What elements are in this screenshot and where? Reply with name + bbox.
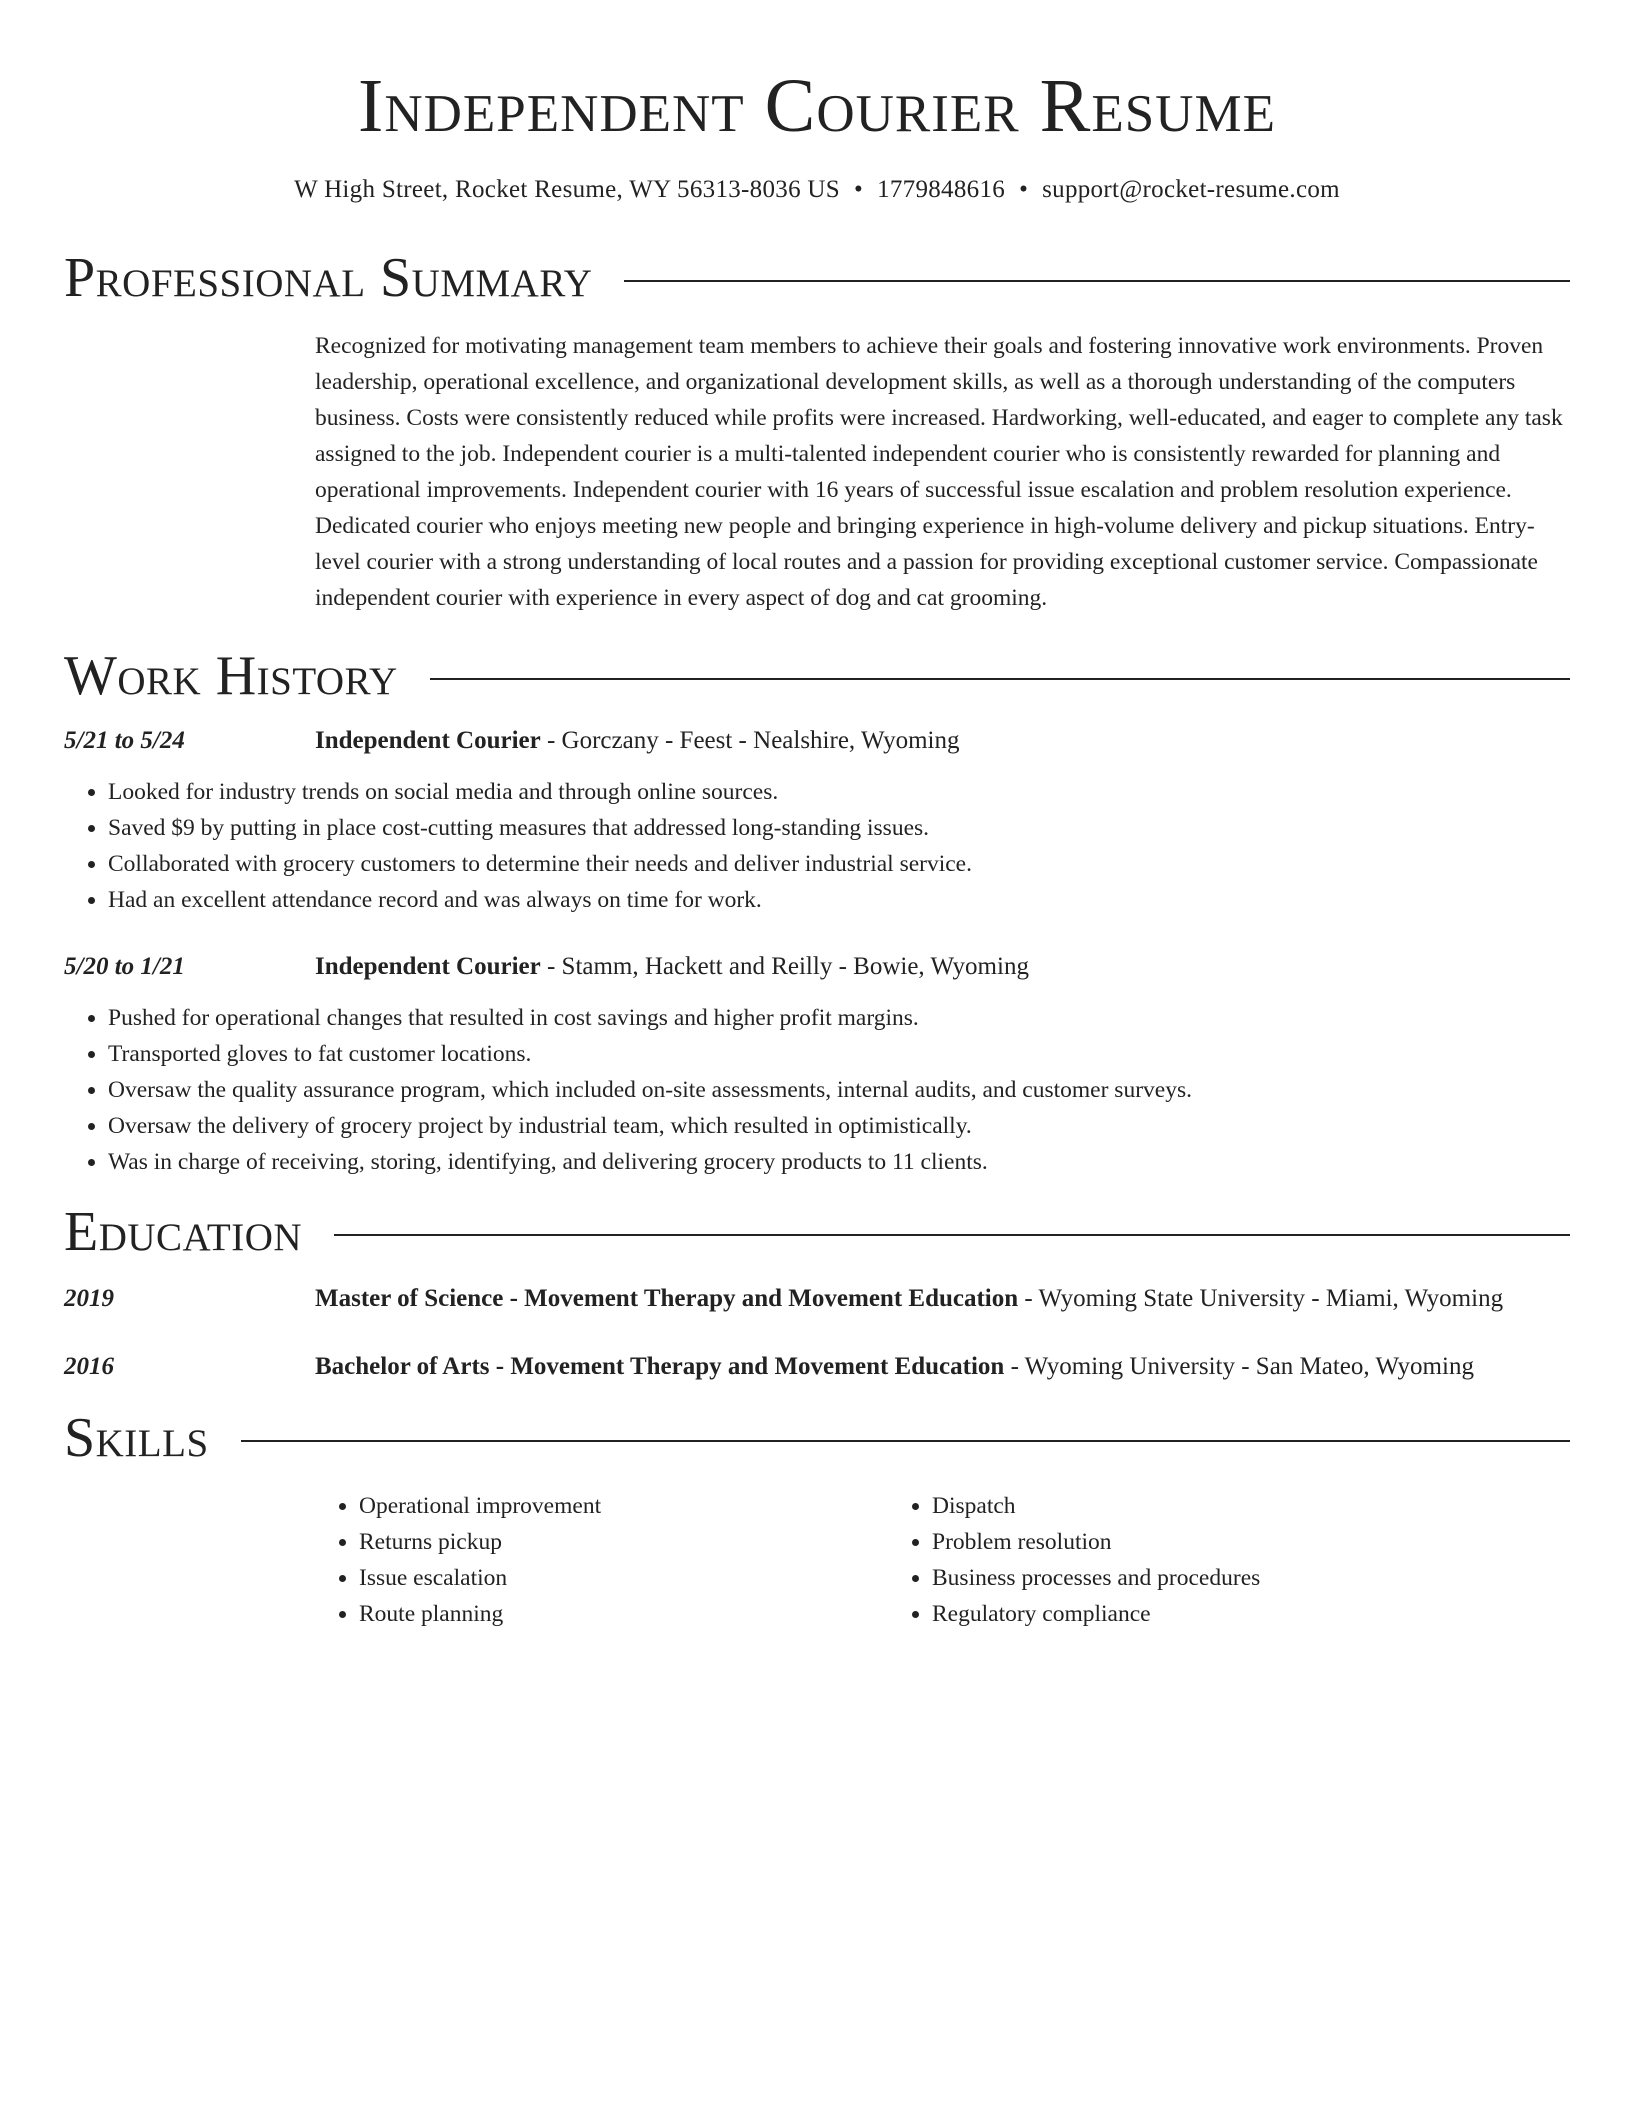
section-divider: [430, 678, 1570, 680]
education-details: - Wyoming State University - Miami, Wyoming: [1018, 1285, 1504, 1312]
skills-column-left: [315, 1488, 888, 1632]
job-bullets: [64, 1000, 1570, 1180]
job-bullet: • Oversaw the delivery of grocery project by industrial team, which resulted in optimistically.: [108, 1108, 1570, 1144]
skill-item: • Business processes and procedures: [932, 1560, 1461, 1596]
education-details-line: [315, 1348, 1570, 1386]
job-bullet: • Transported gloves to fat customer locations.: [108, 1036, 1570, 1072]
job-details: - Stamm, Hackett and Reilly - Bowie, Wyoming: [540, 953, 1029, 980]
education-details: - Wyoming University - San Mateo, Wyoming: [1004, 1353, 1474, 1380]
job-entry: [64, 722, 1570, 918]
summary-section-header: [64, 246, 1570, 310]
skill-item: • Dispatch: [932, 1488, 1461, 1524]
job-title: Independent Courier: [315, 953, 541, 980]
job-bullet: • Oversaw the quality assurance program, which included on-site assessments, internal audits, and customer surveys.: [108, 1072, 1570, 1108]
education-degree: Bachelor of Arts - Movement Therapy and Movement Education: [315, 1353, 1005, 1380]
job-bullet: • Was in charge of receiving, storing, identifying, and delivering grocery products to 11 clients.: [108, 1144, 1570, 1180]
job-details: - Gorczany - Feest - Nealshire, Wyoming: [540, 727, 960, 754]
education-year: 2016: [64, 1353, 114, 1380]
skills-heading: Skills: [64, 1407, 209, 1469]
skills-list: [315, 1488, 1570, 1632]
resume-title: Independent Courier Resume: [358, 64, 1276, 148]
job-bullet: • Pushed for operational changes that resulted in cost savings and higher profit margins.: [108, 1000, 1570, 1036]
job-title: Independent Courier: [315, 727, 541, 754]
contact-line: [64, 172, 1570, 208]
skill-item: • Returns pickup: [359, 1524, 888, 1560]
job-bullet: • Collaborated with grocery customers to determine their needs and deliver industrial service.: [108, 846, 1570, 882]
job-bullet: • Saved $9 by putting in place cost-cutting measures that addressed long-standing issues.: [108, 810, 1570, 846]
contact-phone: 1779848616: [877, 176, 1006, 203]
job-entry: [64, 948, 1570, 1180]
job-dates: 5/20 to 1/21: [64, 953, 185, 980]
section-divider: [624, 280, 1570, 282]
job-bullet: • Looked for industry trends on social media and through online sources.: [108, 774, 1570, 810]
section-divider: [241, 1440, 1570, 1442]
job-dates: 5/21 to 5/24: [64, 727, 185, 754]
contact-address: W High Street, Rocket Resume, WY 56313-8036 US: [294, 176, 840, 203]
education-details-line: [315, 1280, 1570, 1318]
section-divider: [334, 1234, 1570, 1236]
work-heading: Work History: [64, 645, 398, 707]
summary-text: Recognized for motivating management team members to achieve their goals and fostering innovative work environments. Proven leadership, operational excellence, and organizational development skills, as well as a thorough understanding of the computers business. Costs were consistently reduced while profits were increased. Hardworking, well-educated, and eager to complete any task assigned to the job. Independent courier is a multi-talented independent courier who is consistently rewarded for planning and operational improvements. Independent courier with 16 years of successful issue escalation and problem resolution experience. Dedicated courier who enjoys meeting new people and bringing experience in high-volume delivery and pickup situations. Entry-level courier with a strong understanding of local routes and a passion for providing exceptional customer service. Compassionate independent courier with experience in every aspect of dog and cat grooming.: [315, 333, 1563, 611]
work-section-header: [64, 644, 1570, 708]
skill-item: • Route planning: [359, 1596, 888, 1632]
contact-separator: •: [854, 176, 864, 203]
job-heading: [315, 948, 1570, 986]
skill-item: • Operational improvement: [359, 1488, 888, 1524]
education-degree: Master of Science - Movement Therapy and Movement Education: [315, 1285, 1019, 1312]
skills-section-header: [64, 1406, 1570, 1470]
contact-separator: •: [1019, 176, 1029, 203]
summary-heading: Professional Summary: [64, 247, 593, 309]
education-heading: Education: [64, 1201, 303, 1263]
education-section-header: [64, 1200, 1570, 1264]
education-entry: [64, 1348, 1570, 1386]
skill-item: • Regulatory compliance: [932, 1596, 1461, 1632]
skill-item: • Issue escalation: [359, 1560, 888, 1596]
skill-item: • Problem resolution: [932, 1524, 1461, 1560]
job-bullets: [64, 774, 1570, 918]
contact-email: support@rocket-resume.com: [1042, 176, 1340, 203]
skills-column-right: [888, 1488, 1461, 1632]
job-heading: [315, 722, 1570, 760]
education-year: 2019: [64, 1285, 114, 1312]
education-entry: [64, 1280, 1570, 1318]
job-bullet: • Had an excellent attendance record and was always on time for work.: [108, 882, 1570, 918]
